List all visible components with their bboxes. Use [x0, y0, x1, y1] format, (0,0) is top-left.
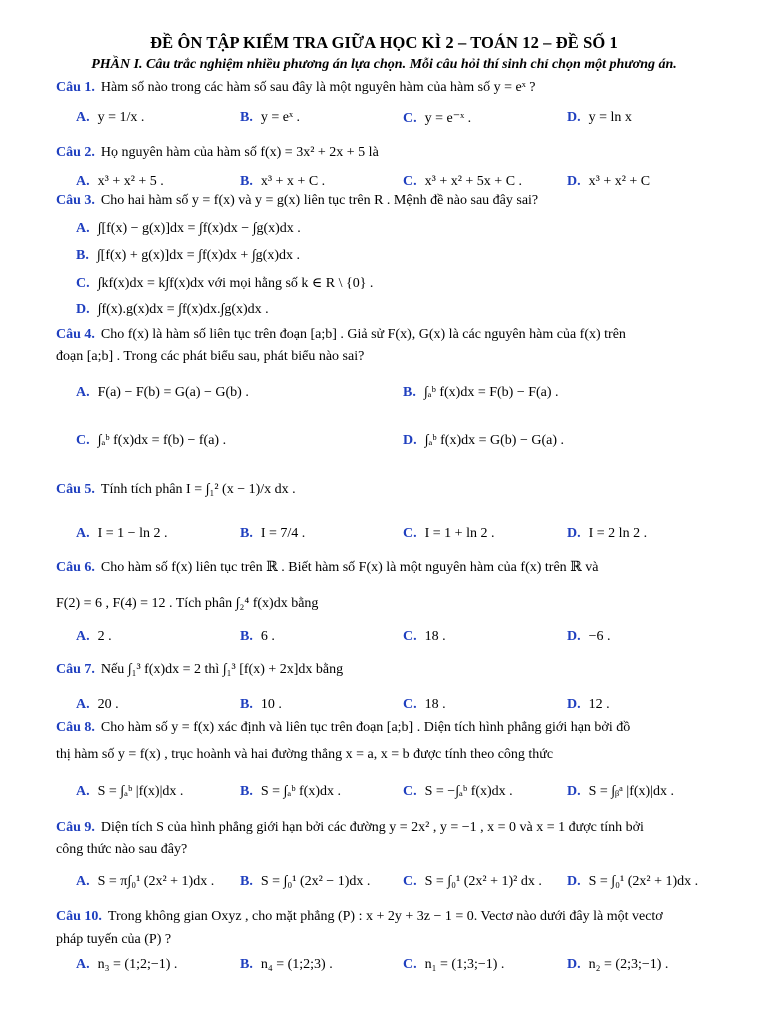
question-1-option-d[interactable] — [567, 110, 632, 126]
question-6-stem — [56, 559, 599, 576]
question-6-option-a[interactable] — [76, 629, 112, 645]
question-6-stem-continued: F(2) = 6 , F(4) = 12 . Tích phân ∫₂⁴ f(x)dx bằng — [56, 596, 319, 611]
question-text: Cho hai hàm số y = f(x) và y = g(x) liên tục trên R . Mệnh đề nào sau đây sai? — [100, 193, 539, 208]
option-text: S = ∫ᵦᵃ |f(x)|dx . — [588, 784, 675, 799]
option-label: D. — [567, 697, 581, 712]
option-text: 10 . — [260, 697, 282, 712]
question-text: Cho f(x) là hàm số liên tục trên đoạn [a;b] . Giả sử F(x), G(x) là các nguyên hàm của f(x) trên — [100, 327, 626, 342]
option-label: B. — [240, 174, 253, 189]
option-text: n₄ = (1;2;3) . — [260, 957, 333, 972]
question-2-option-a[interactable] — [76, 174, 164, 190]
question-number: Câu 10. — [56, 909, 102, 924]
option-label: A. — [76, 385, 90, 400]
option-text: x³ + x² + 5x + C . — [424, 174, 523, 189]
question-8-stem-continued: thị hàm số y = f(x) , trục hoành và hai đường thẳng x = a, x = b được tính theo công thức — [56, 747, 554, 762]
option-text: 6 . — [260, 629, 275, 644]
question-text: Nếu ∫₁³ f(x)dx = 2 thì ∫₁³ [f(x) + 2x]dx bằng — [100, 662, 344, 677]
option-text: 18 . — [424, 629, 446, 644]
question-9-option-d[interactable] — [567, 874, 698, 890]
question-6-option-c[interactable] — [403, 629, 446, 645]
option-text: I = 1 − ln 2 . — [97, 526, 168, 541]
option-text: ∫[f(x) − g(x)]dx = ∫f(x)dx − ∫g(x)dx . — [97, 221, 301, 236]
question-7-option-b[interactable] — [240, 697, 282, 713]
page-title: ĐỀ ÔN TẬP KIỂM TRA GIỮA HỌC KÌ 2 – TOÁN 12 – ĐỀ SỐ 1 — [150, 33, 618, 52]
option-label: B. — [240, 874, 253, 889]
question-text: Họ nguyên hàm của hàm số f(x) = 3x² + 2x + 5 là — [100, 145, 379, 160]
question-2-option-b[interactable] — [240, 174, 325, 190]
option-label: A. — [76, 110, 90, 125]
question-3-stem — [56, 193, 538, 209]
question-3-option-a[interactable] — [76, 221, 301, 237]
question-10-stem — [56, 909, 663, 925]
question-8-option-b[interactable] — [240, 784, 341, 800]
question-5-option-d[interactable] — [567, 526, 647, 542]
option-text: F(a) − F(b) = G(a) − G(b) . — [97, 385, 249, 400]
option-label: C. — [403, 874, 417, 889]
option-label: C. — [403, 174, 417, 189]
option-text: ∫ₐᵇ f(x)dx = F(b) − F(a) . — [423, 385, 559, 400]
question-9-stem-continued: công thức nào sau đây? — [56, 842, 188, 857]
question-9-option-c[interactable] — [403, 874, 542, 890]
question-number: Câu 9. — [56, 820, 95, 835]
option-text: x³ + x + C . — [260, 174, 326, 189]
option-label: D. — [567, 110, 581, 125]
option-text: y = e⁻ˣ . — [424, 111, 472, 126]
question-3-option-b[interactable] — [76, 248, 300, 264]
question-text: Cho hàm số f(x) liên tục trên ℝ . Biết hàm số F(x) là một nguyên hàm của f(x) trên ℝ và — [100, 560, 599, 575]
question-5-option-c[interactable] — [403, 526, 494, 542]
question-text: Trong không gian Oxyz , cho mặt phẳng (P) : x + 2y + 3z − 1 = 0. Vectơ nào dưới đây là một vectơ — [107, 909, 663, 924]
question-text: Diện tích S của hình phẳng giới hạn bởi các đường y = 2x² , y = −1 , x = 0 và x = 1 được tính bởi — [100, 820, 644, 835]
question-number: Câu 7. — [56, 662, 95, 677]
question-10-stem-continued: pháp tuyến của (P) ? — [56, 932, 172, 947]
option-text: ∫[f(x) + g(x)]dx = ∫f(x)dx + ∫g(x)dx . — [96, 248, 300, 263]
question-number: Câu 6. — [56, 560, 95, 575]
option-label: C. — [403, 957, 417, 972]
option-label: C. — [403, 526, 417, 541]
question-1-option-c[interactable] — [403, 110, 471, 127]
option-label: A. — [76, 526, 90, 541]
option-label: A. — [76, 784, 90, 799]
question-4-option-a[interactable] — [76, 385, 249, 401]
option-label: B. — [76, 248, 89, 263]
option-text: y = eˣ . — [260, 110, 300, 125]
option-label: A. — [76, 221, 90, 236]
option-text: ∫kf(x)dx = k∫f(x)dx với mọi hằng số k ∈ R \ {0} . — [97, 276, 374, 291]
question-7-option-d[interactable] — [567, 697, 610, 713]
question-2-stem — [56, 145, 379, 161]
question-number: Câu 5. — [56, 482, 95, 497]
option-label: C. — [76, 276, 90, 291]
question-7-stem — [56, 662, 343, 678]
option-text: S = ∫ₐᵇ f(x)dx . — [260, 784, 342, 799]
option-label: B. — [240, 957, 253, 972]
option-text: n₁ = (1;3;−1) . — [424, 957, 505, 972]
option-label: A. — [76, 174, 90, 189]
option-label: D. — [567, 874, 581, 889]
option-text: S = ∫ₐᵇ |f(x)|dx . — [97, 784, 184, 799]
question-4-option-b[interactable] — [403, 385, 559, 401]
question-6-option-d[interactable] — [567, 629, 611, 645]
question-number: Câu 8. — [56, 720, 95, 735]
question-8-option-d[interactable] — [567, 784, 674, 800]
question-1-option-a[interactable] — [76, 110, 144, 126]
option-label: C. — [403, 629, 417, 644]
question-text: Hàm số nào trong các hàm số sau đây là một nguyên hàm của hàm số y = eˣ ? — [100, 80, 536, 95]
option-label: D. — [567, 784, 581, 799]
option-text: ∫ₐᵇ f(x)dx = f(b) − f(a) . — [97, 433, 227, 448]
question-4-stem — [56, 327, 626, 343]
question-10-option-c[interactable] — [403, 957, 504, 973]
option-text: S = ∫₀¹ (2x² − 1)dx . — [260, 874, 371, 889]
option-label: D. — [567, 957, 581, 972]
option-text: I = 1 + ln 2 . — [424, 526, 495, 541]
option-text: S = ∫₀¹ (2x² + 1)dx . — [588, 874, 699, 889]
question-8-stem — [56, 720, 630, 736]
question-1-stem — [56, 80, 535, 96]
question-8-option-a[interactable] — [76, 784, 183, 800]
question-4-stem-continued: đoạn [a;b] . Trong các phát biểu sau, phát biểu nào sai? — [56, 349, 365, 364]
option-label: A. — [76, 629, 90, 644]
question-number: Câu 1. — [56, 80, 95, 95]
option-text: S = π∫₀¹ (2x² + 1)dx . — [97, 874, 215, 889]
option-text: S = −∫ₐᵇ f(x)dx . — [424, 784, 513, 799]
question-number: Câu 3. — [56, 193, 95, 208]
option-text: x³ + x² + 5 . — [97, 174, 164, 189]
question-text: Cho hàm số y = f(x) xác định và liên tục trên đoạn [a;b] . Diện tích hình phẳng giới hạn bởi đồ — [100, 720, 631, 735]
option-label: A. — [76, 874, 90, 889]
option-text: 18 . — [424, 697, 446, 712]
question-7-option-a[interactable] — [76, 697, 119, 713]
option-text: y = ln x — [588, 110, 632, 125]
option-text: I = 2 ln 2 . — [588, 526, 648, 541]
option-label: C. — [403, 697, 417, 712]
question-10-option-b[interactable] — [240, 957, 333, 973]
option-text: n₂ = (2;3;−1) . — [588, 957, 669, 972]
option-text: y = 1/x . — [97, 110, 145, 125]
question-3-option-d[interactable] — [76, 302, 269, 318]
option-text: n₃ = (1;2;−1) . — [97, 957, 178, 972]
question-number: Câu 2. — [56, 145, 95, 160]
question-2-option-c[interactable] — [403, 174, 522, 190]
option-label: D. — [403, 433, 417, 448]
option-label: D. — [567, 629, 581, 644]
option-text: ∫ₐᵇ f(x)dx = G(b) − G(a) . — [424, 433, 564, 448]
question-5-option-a[interactable] — [76, 526, 167, 542]
question-3-option-c[interactable] — [76, 275, 373, 292]
option-text: 12 . — [588, 697, 610, 712]
question-9-stem — [56, 820, 644, 836]
question-text: Tính tích phân I = ∫₁² (x − 1)/x dx . — [100, 482, 296, 497]
option-text: I = 7/4 . — [260, 526, 306, 541]
option-label: A. — [76, 697, 90, 712]
question-9-option-b[interactable] — [240, 874, 370, 890]
option-text: S = ∫₀¹ (2x² + 1)² dx . — [424, 874, 542, 889]
option-label: C. — [403, 784, 417, 799]
question-8-option-c[interactable] — [403, 784, 513, 800]
option-label: B. — [240, 629, 253, 644]
question-10-option-d[interactable] — [567, 957, 668, 973]
question-6-option-b[interactable] — [240, 629, 275, 645]
option-label: D. — [567, 526, 581, 541]
option-label: D. — [76, 302, 90, 317]
option-text: 20 . — [97, 697, 119, 712]
option-text: x³ + x² + C — [588, 174, 651, 189]
question-4-option-c[interactable] — [76, 433, 226, 449]
question-7-option-c[interactable] — [403, 697, 446, 713]
option-text: 2 . — [97, 629, 112, 644]
option-label: B. — [240, 110, 253, 125]
question-10-option-a[interactable] — [76, 957, 177, 973]
section-subtitle: PHẦN I. Câu trắc nghiệm nhiều phương án lựa chọn. Mỗi câu hỏi thí sinh chỉ chọn một phương án. — [91, 57, 677, 72]
option-label: C. — [403, 111, 417, 126]
question-4-option-d[interactable] — [403, 433, 564, 449]
option-text: −6 . — [588, 629, 611, 644]
option-text: ∫f(x).g(x)dx = ∫f(x)dx.∫g(x)dx . — [97, 302, 269, 317]
option-label: D. — [567, 174, 581, 189]
option-label: B. — [240, 784, 253, 799]
question-2-option-d[interactable] — [567, 174, 650, 190]
question-1-option-b[interactable] — [240, 110, 300, 126]
option-label: A. — [76, 957, 90, 972]
option-label: B. — [240, 697, 253, 712]
question-5-option-b[interactable] — [240, 526, 305, 542]
question-number: Câu 4. — [56, 327, 95, 342]
option-label: C. — [76, 433, 90, 448]
option-label: B. — [403, 385, 416, 400]
question-5-stem — [56, 482, 296, 498]
question-9-option-a[interactable] — [76, 874, 214, 890]
option-label: B. — [240, 526, 253, 541]
